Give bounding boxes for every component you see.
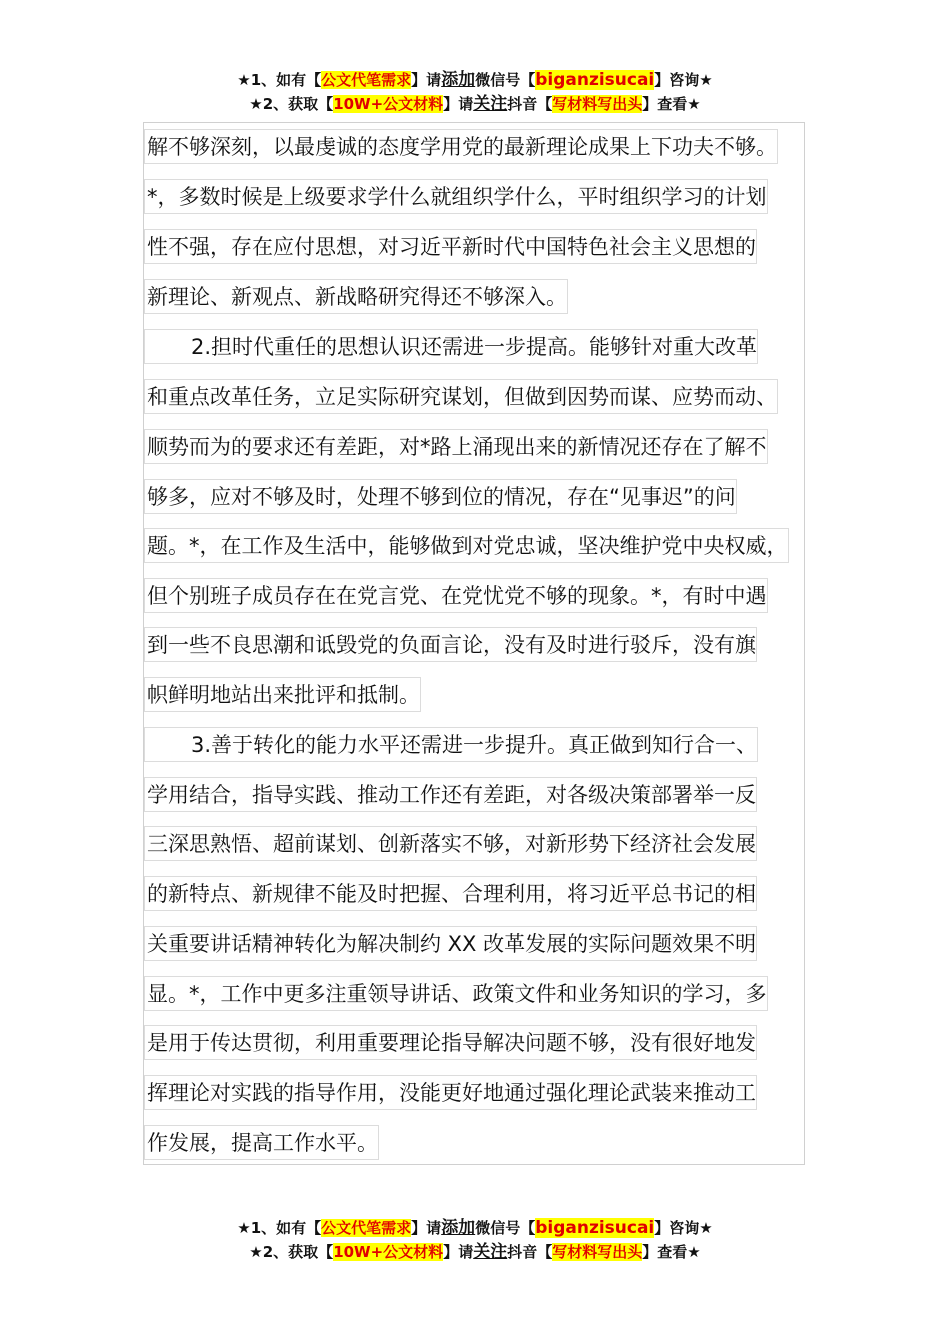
text-line: 新理论、新观点、新战略研究得还不够深入。 (144, 279, 568, 314)
text-line: *，多数时候是上级要求学什么就组织学什么，平时组织学习的计划 (144, 179, 768, 214)
star-icon: ★ (249, 1243, 263, 1261)
star-icon: ★ (249, 95, 263, 113)
banner-highlight: 公文代笔需求 (321, 1219, 412, 1237)
banner-text: 】请 (411, 71, 442, 89)
banner-text: 】咨询 (654, 1219, 700, 1237)
banner-text: 】查看 (642, 95, 688, 113)
banner-text: 】咨询 (654, 71, 700, 89)
banner-text: 1、如有【 (250, 71, 322, 89)
banner-highlight: 10W+公文材料 (333, 95, 444, 113)
banner-line-2 (0, 92, 950, 116)
star-icon: ★ (237, 1219, 251, 1237)
banner-line-1 (0, 1216, 950, 1240)
text-line: 帜鲜明地站出来批评和抵制。 (144, 677, 421, 712)
banner-text: 抖音【 (507, 95, 553, 113)
banner-text: 1、如有【 (250, 1219, 322, 1237)
banner-underlined: 添加 (441, 1218, 476, 1238)
banner-text: 】查看 (642, 1243, 688, 1261)
text-line: 顺势而为的要求还有差距，对*路上涌现出来的新情况还存在了解不 (144, 429, 768, 464)
star-icon: ★ (699, 71, 713, 89)
section-heading-line: 3.善于转化的能力水平还需进一步提升。真正做到知行合一、 (144, 727, 758, 762)
douyin-highlight: 写材料写出头 (552, 95, 643, 113)
wechat-id-highlight: biganzisucai (535, 70, 655, 90)
star-icon: ★ (237, 71, 251, 89)
banner-underlined: 关注 (473, 1242, 508, 1262)
text-line: 三深思熟悟、超前谋划、创新落实不够，对新形势下经济社会发展 (144, 826, 757, 861)
text-line: 到一些不良思潮和诋毁党的负面言论，没有及时进行驳斥，没有旗 (144, 627, 757, 662)
text-line: 性不强，存在应付思想，对习近平新时代中国特色社会主义思想的 (144, 229, 757, 264)
douyin-highlight: 写材料写出头 (552, 1243, 643, 1261)
star-icon: ★ (687, 1243, 701, 1261)
banner-text: 】请 (443, 95, 474, 113)
banner-text: 】请 (443, 1243, 474, 1261)
banner-text: 微信号【 (475, 1219, 536, 1237)
text-line: 作发展，提高工作水平。 (144, 1125, 379, 1160)
banner-highlight: 10W+公文材料 (333, 1243, 444, 1261)
banner-text: 2、获取【 (262, 95, 334, 113)
banner-text: 2、获取【 (262, 1243, 334, 1261)
text-line: 解不够深刻，以最虔诚的态度学用党的最新理论成果上下功夫不够。 (144, 129, 778, 164)
text-line: 是用于传达贯彻，利用重要理论指导解决问题不够，没有很好地发 (144, 1025, 757, 1060)
section-heading-line: 2.担时代重任的思想认识还需进一步提高。能够针对重大改革 (144, 329, 758, 364)
text-line: 但个别班子成员存在在党言党、在党忧党不够的现象。*，有时中遇 (144, 578, 768, 613)
banner-line-2 (0, 1240, 950, 1264)
banner-line-1 (0, 68, 950, 92)
text-line: 关重要讲话精神转化为解决制约 XX 改革发展的实际问题效果不明 (144, 926, 757, 961)
banner-text: 抖音【 (507, 1243, 553, 1261)
text-line: 的新特点、新规律不能及时把握、合理利用，将习近平总书记的相 (144, 876, 757, 911)
header-banner (0, 68, 950, 116)
text-line: 挥理论对实践的指导作用，没能更好地通过强化理论武装来推动工 (144, 1075, 757, 1110)
star-icon: ★ (699, 1219, 713, 1237)
text-line: 学用结合，指导实践、推动工作还有差距，对各级决策部署举一反 (144, 777, 757, 812)
banner-text: 】请 (411, 1219, 442, 1237)
text-line: 和重点改革任务，立足实际研究谋划，但做到因势而谋、应势而动、 (144, 379, 778, 414)
banner-text: 微信号【 (475, 71, 536, 89)
banner-underlined: 添加 (441, 70, 476, 90)
star-icon: ★ (687, 95, 701, 113)
text-line: 显。*，工作中更多注重领导讲话、政策文件和业务知识的学习，多 (144, 976, 768, 1011)
wechat-id-highlight: biganzisucai (535, 1218, 655, 1238)
text-line: 题。*，在工作及生活中，能够做到对党忠诚，坚决维护党中央权威， (144, 528, 789, 563)
footer-banner (0, 1216, 950, 1264)
text-line: 够多，应对不够及时，处理不够到位的情况，存在“见事迟”的问 (144, 479, 737, 514)
banner-highlight: 公文代笔需求 (321, 71, 412, 89)
banner-underlined: 关注 (473, 94, 508, 114)
